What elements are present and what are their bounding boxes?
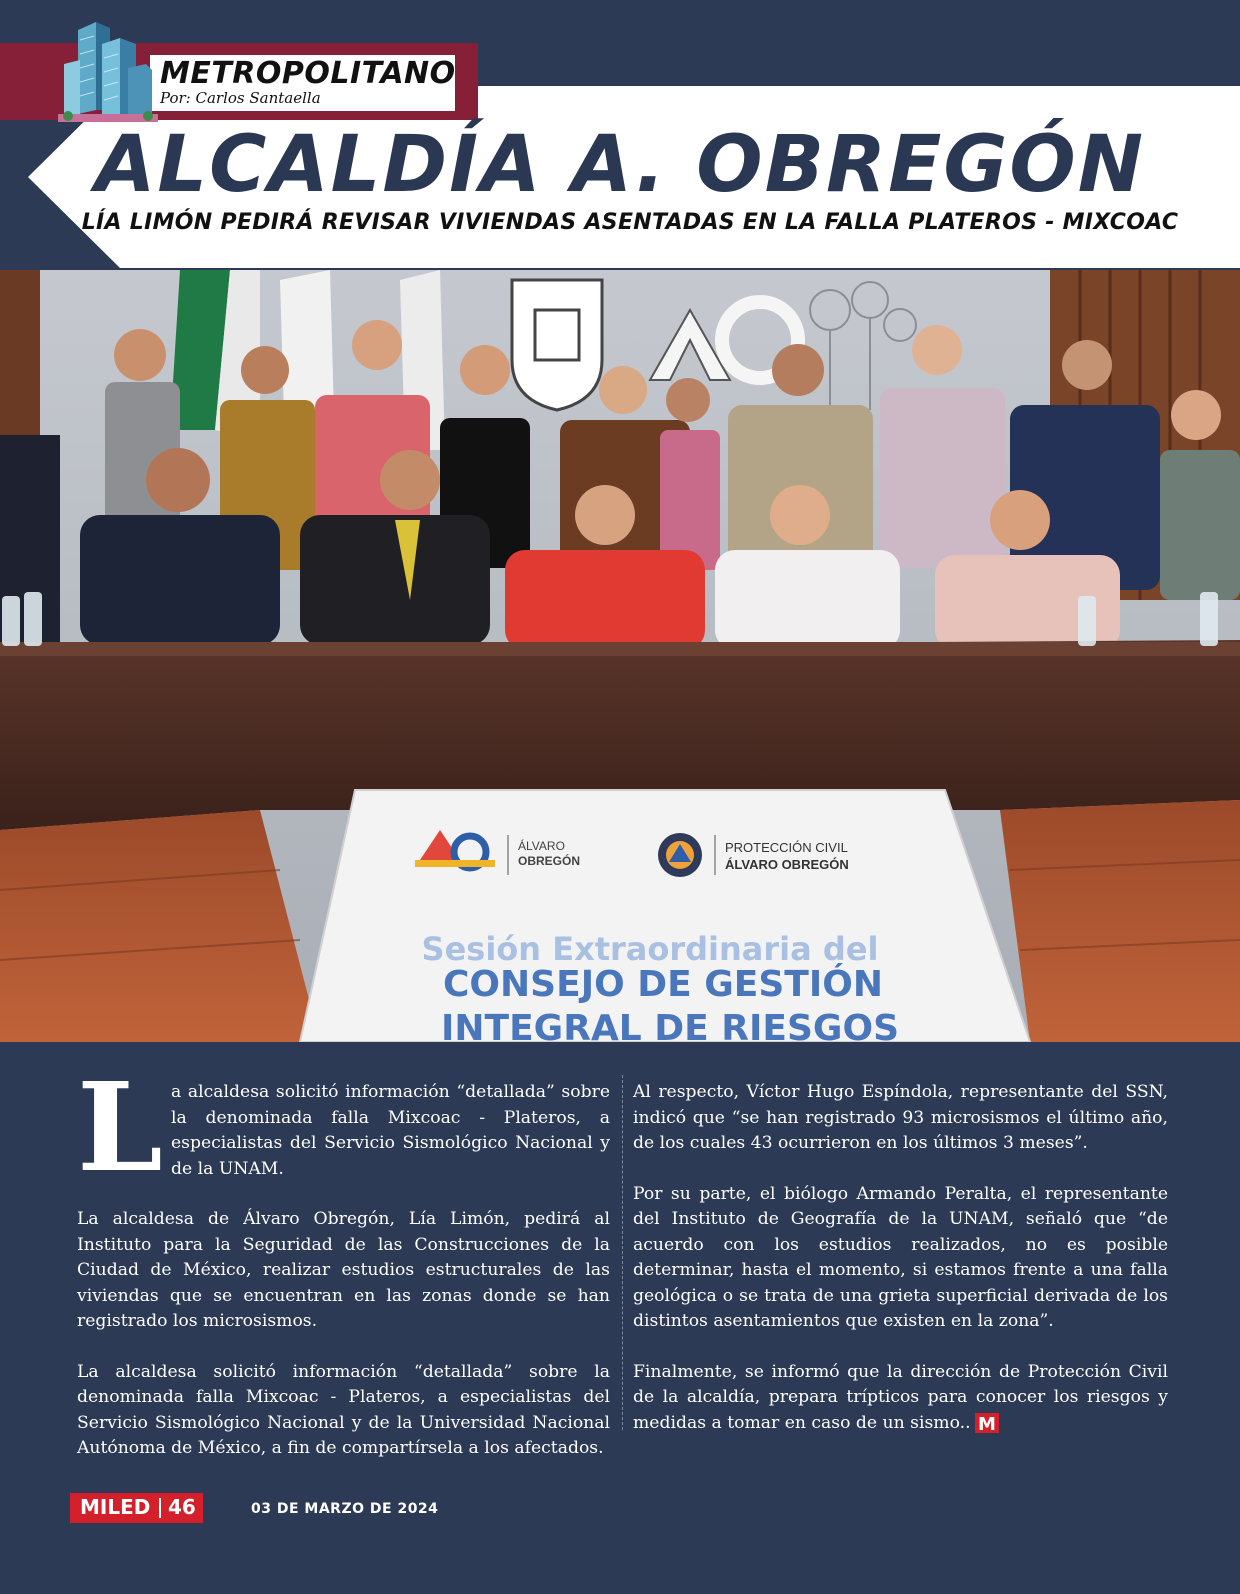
- byline: Por: Carlos Santaella: [160, 89, 321, 107]
- article-column-right: [633, 1080, 1168, 1461]
- svg-text:CONSEJO DE GESTIÓN: CONSEJO DE GESTIÓN: [443, 964, 883, 1005]
- column-divider: [622, 1075, 623, 1430]
- sub-headline: LÍA LIMÓN PEDIRÁ REVISAR VIVIENDAS ASENTADAS EN LA FALLA PLATEROS - MIXCOAC: [81, 210, 1179, 235]
- article-column-left: [77, 1055, 610, 1487]
- svg-text:OBREGÓN: OBREGÓN: [518, 854, 581, 868]
- section-title: METROPOLITANO: [160, 56, 456, 91]
- event-photo: [0, 270, 1240, 1042]
- drop-cap: L: [77, 1055, 163, 1199]
- footer-brand: MILED: [80, 1495, 151, 1519]
- end-mark-logo: [975, 1413, 999, 1433]
- main-headline: ALCALDÍA A. OBREGÓN: [95, 120, 1145, 210]
- article-paragraph: Finalmente, se informó que la dirección de Protección Civil de la alcaldía, prepara trípticos para conocer los riesgos y medidas a tomar en caso de un sismo.. M: [633, 1361, 1168, 1433]
- article-paragraph: La alcaldesa de Álvaro Obregón, Lía Limón, pedirá al Instituto para la Seguridad de las Construcciones de la Ciudad de México, realizar estudios estructurales de las viviendas que se encuentran en las zonas donde se han registrado los microsismos.: [77, 1209, 610, 1331]
- page-number: 46: [168, 1495, 196, 1519]
- svg-text:M: M: [977, 1414, 996, 1433]
- svg-text:ÁLVARO OBREGÓN: ÁLVARO OBREGÓN: [725, 857, 849, 872]
- svg-text:ÁLVARO: ÁLVARO: [518, 839, 565, 853]
- article-paragraph: L a alcaldesa solicitó información “detallada” sobre la denominada falla Mixcoac - Plateros, a especialistas del Servicio Sismológico Nacional y de la UNAM.: [77, 1055, 610, 1199]
- footer-separator: [159, 1498, 161, 1518]
- buildings-icon: [58, 10, 158, 125]
- issue-date: 03 DE MARZO DE 2024: [251, 1501, 439, 1517]
- svg-text:INTEGRAL DE RIESGOS: INTEGRAL DE RIESGOS: [441, 1008, 899, 1042]
- article-paragraph: Al respecto, Víctor Hugo Espíndola, representante del SSN, indicó que “se han registrado 93 microsismos el último año, de los cuales 43 ocurrieron en los últimos 3 meses”.: [633, 1082, 1168, 1153]
- svg-text:PROTECCIÓN CIVIL: PROTECCIÓN CIVIL: [725, 840, 848, 855]
- article-paragraph: Por su parte, el biólogo Armando Peralta, el representante del Instituto de Geografía de la UNAM, señaló que “de acuerdo con los estudios realizados, no es posible determinar, hasta el momento, si estamos frente a una falla geológica o se trata de una grieta superficial derivada de los distintos asentamientos que existen en la zona”.: [633, 1183, 1168, 1331]
- article-paragraph: La alcaldesa solicitó información “detallada” sobre la denominada falla Mixcoac - Plateros, a especialistas del Servicio Sismológico Nacional y de la Universidad Nacional Autónoma de México, a fin de compartírsela a los afectados.: [77, 1361, 610, 1458]
- svg-text:Sesión Extraordinaria del: Sesión Extraordinaria del: [421, 930, 879, 968]
